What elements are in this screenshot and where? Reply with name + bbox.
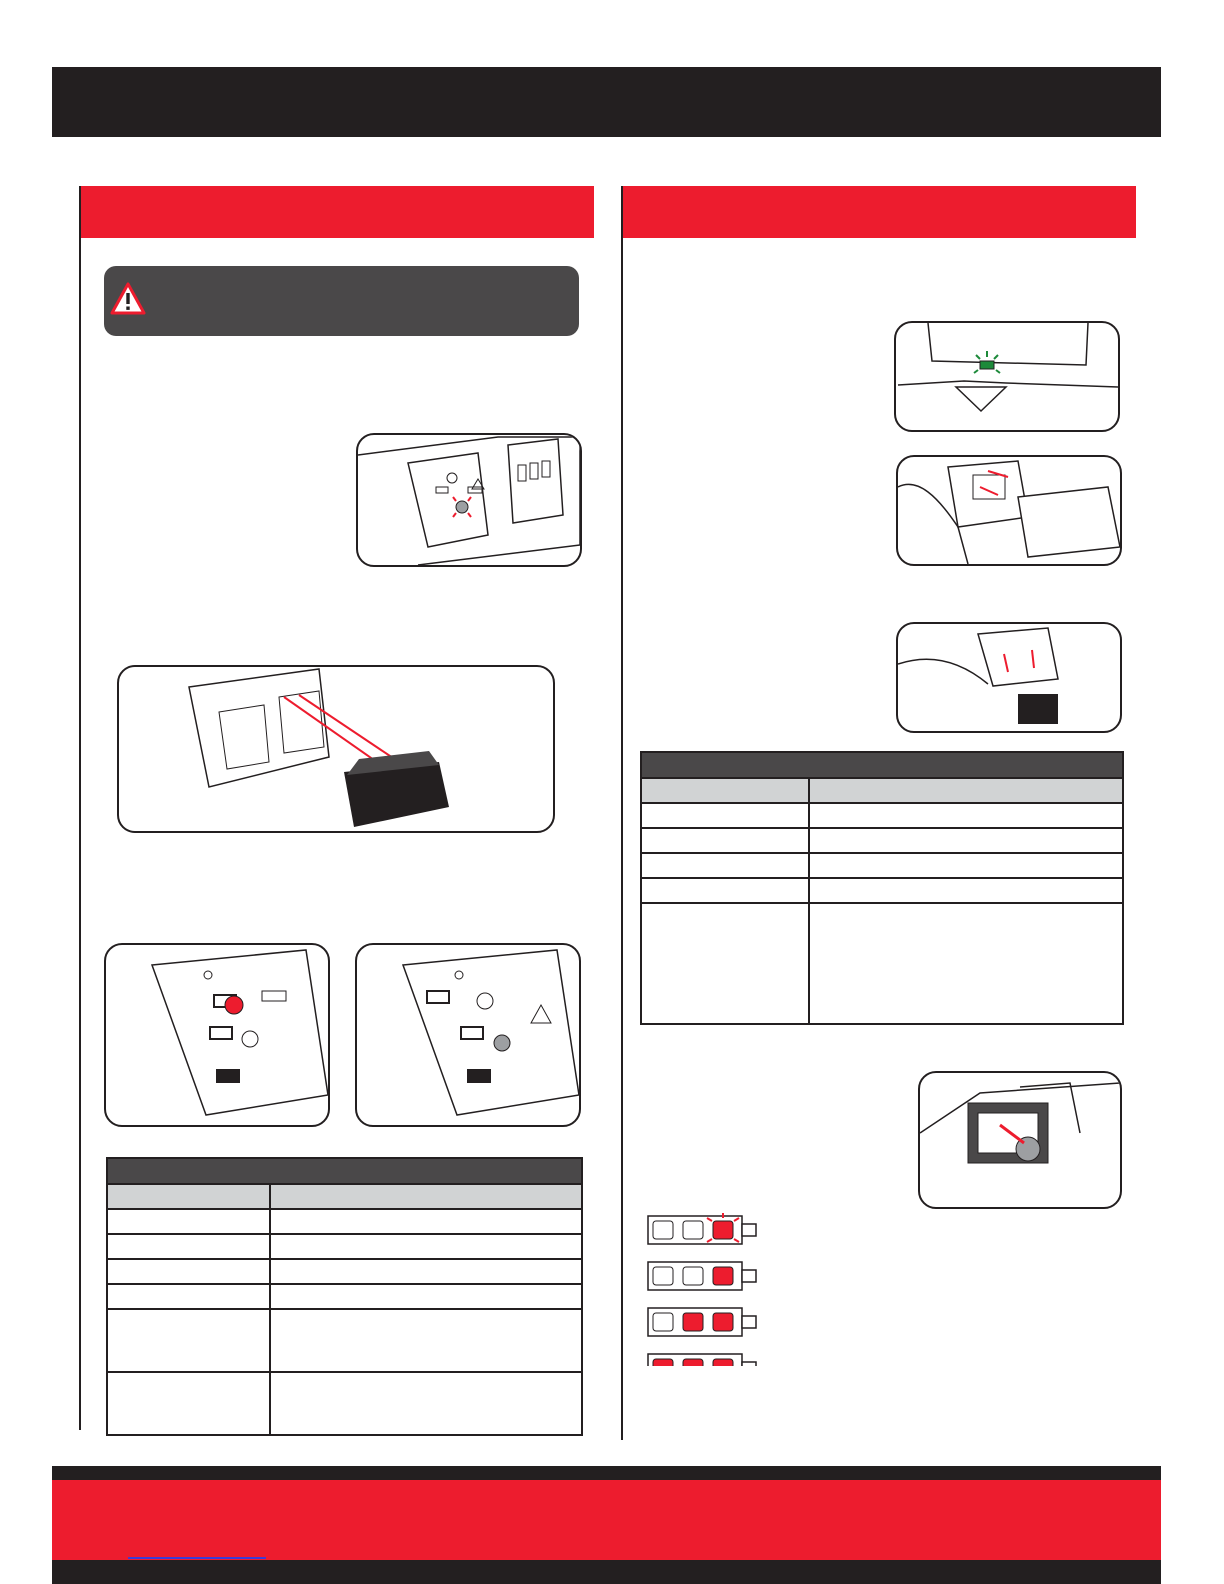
table-row — [107, 1259, 582, 1284]
charger-led-grey-illustration — [355, 943, 581, 1127]
footer-top-bar — [52, 1466, 1161, 1480]
table-row — [641, 903, 1123, 1024]
page-header-bar — [52, 67, 1161, 137]
footer-band — [52, 1480, 1161, 1560]
table-row — [641, 803, 1123, 828]
battery-cell-filled — [713, 1313, 733, 1331]
warning-banner — [104, 266, 579, 336]
battery-release-illustration — [896, 455, 1122, 566]
table-row — [107, 1372, 582, 1435]
battery-cell-filled — [713, 1359, 733, 1366]
battery-level-icon — [646, 1206, 762, 1366]
right-section-header — [622, 186, 1136, 238]
battery-level-row — [648, 1308, 756, 1336]
battery-terminal — [742, 1224, 756, 1236]
battery-cell-filled — [713, 1221, 733, 1239]
battery-cell-filled — [653, 1359, 673, 1366]
table-row — [641, 853, 1123, 878]
footer-link-underline[interactable] — [128, 1557, 266, 1559]
battery-cell-empty — [653, 1221, 673, 1239]
battery-level-indicators — [646, 1206, 762, 1366]
battery-cell-filled — [683, 1313, 703, 1331]
table-header-cell — [641, 778, 809, 803]
battery-terminal — [742, 1270, 756, 1282]
battery-cell-filled — [683, 1359, 703, 1366]
battery-insertion-illustration — [117, 665, 555, 833]
table-row — [107, 1234, 582, 1259]
charger-status-panel-icon — [358, 435, 580, 565]
table-row — [107, 1309, 582, 1372]
left-section-header — [80, 186, 594, 238]
table-header-cell — [107, 1184, 270, 1209]
battery-gauge-button-illustration — [918, 1071, 1122, 1209]
right-column-rule — [621, 186, 623, 1440]
battery-cell-empty — [653, 1313, 673, 1331]
table-row — [641, 828, 1123, 853]
battery-level-row — [648, 1354, 756, 1366]
table-header-cell — [809, 778, 1123, 803]
battery-terminal — [742, 1362, 756, 1366]
battery-green-led-illustration — [894, 321, 1120, 432]
charger-led-red-illustration — [104, 943, 330, 1127]
battery-cell-empty — [653, 1267, 673, 1285]
left-column-rule — [79, 186, 81, 1430]
battery-cell-filled — [713, 1267, 733, 1285]
battery-cell-empty — [683, 1267, 703, 1285]
battery-removal-illustration — [896, 622, 1122, 733]
table-header-cell — [270, 1184, 582, 1209]
table-row — [641, 878, 1123, 903]
table-row — [107, 1284, 582, 1309]
table-title-row — [107, 1158, 582, 1184]
table-row — [107, 1209, 582, 1234]
charger-panel-illustration — [356, 433, 582, 567]
battery-led-table — [640, 751, 1124, 1025]
battery-terminal — [742, 1316, 756, 1328]
battery-level-row — [648, 1262, 756, 1290]
charger-led-table — [106, 1157, 583, 1436]
table-title-row — [641, 752, 1123, 778]
battery-level-row — [648, 1213, 756, 1244]
warning-triangle-icon — [110, 282, 146, 316]
battery-cell-empty — [683, 1221, 703, 1239]
footer-bottom-bar — [52, 1560, 1161, 1584]
